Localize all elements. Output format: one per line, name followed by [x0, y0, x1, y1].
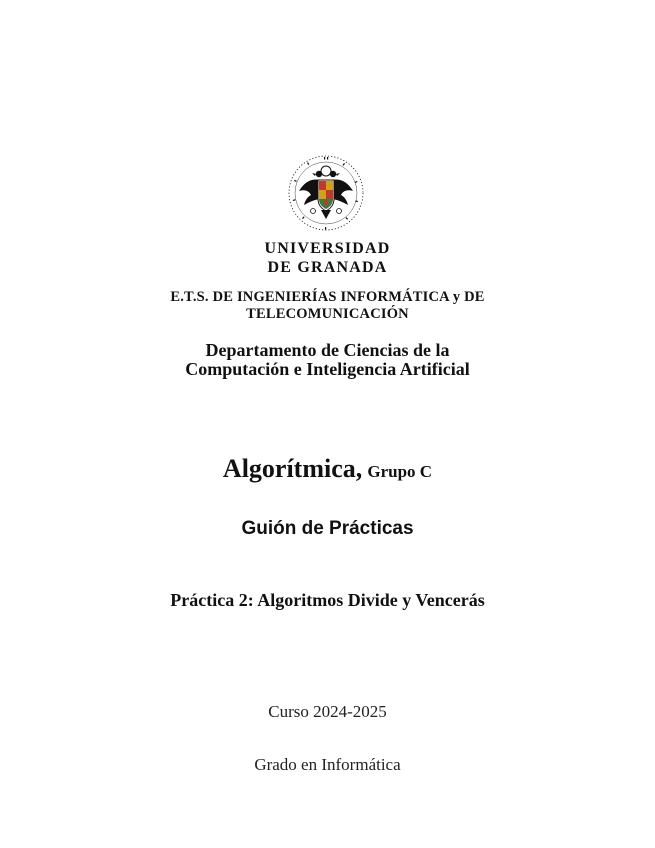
university-crest-icon: [285, 153, 367, 233]
school-name-line1: E.T.S. DE INGENIERÍAS INFORMÁTICA y DE: [170, 289, 485, 305]
university-name-line2: DE GRANADA: [267, 259, 388, 276]
department-line2: Computación e Inteligencia Artificial: [185, 359, 470, 379]
course-name: Algorítmica,: [222, 454, 363, 483]
department-line1: Departamento de Ciencias de la: [205, 340, 450, 360]
guide-title: Guión de Prácticas: [241, 518, 414, 539]
practice-title: Práctica 2: Algoritmos Divide y Vencerás: [170, 590, 485, 610]
degree-name: Grado en Informática: [254, 755, 401, 774]
course-year: Curso 2024-2025: [268, 702, 387, 721]
university-name-line1: UNIVERSIDAD: [264, 240, 391, 257]
school-name-line2: TELECOMUNICACIÓN: [246, 306, 409, 322]
course-title: [0, 454, 655, 484]
course-group: Grupo C: [367, 462, 433, 481]
